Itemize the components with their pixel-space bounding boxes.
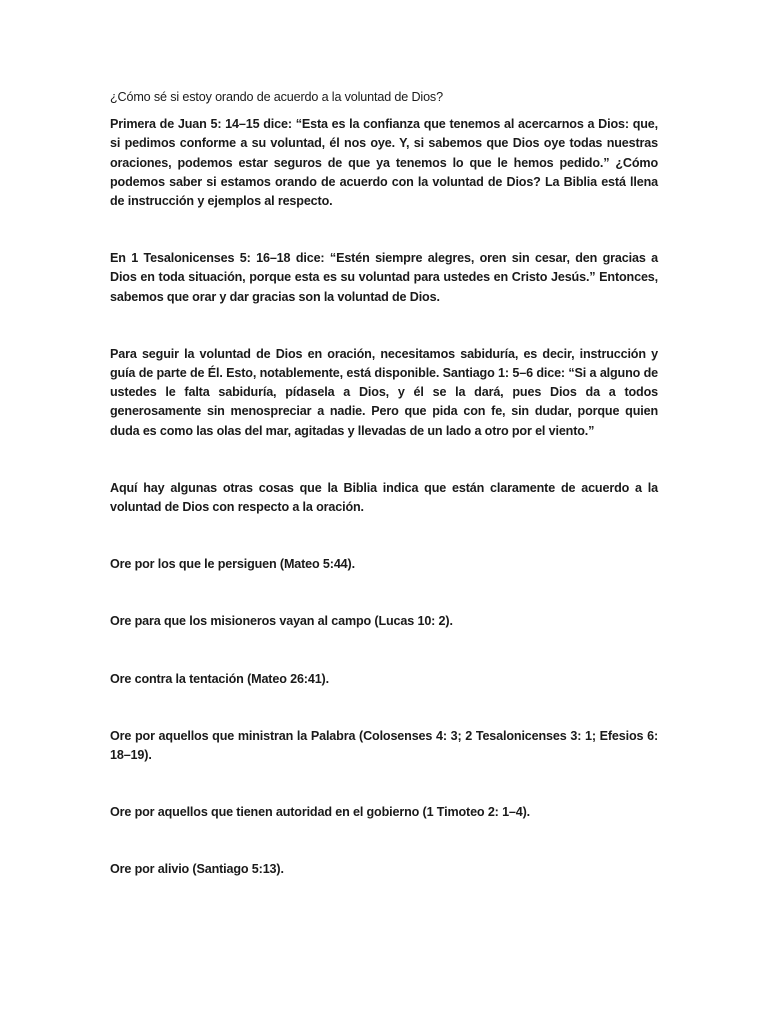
document-body — [110, 88, 658, 880]
list-item: Ore por aquellos que ministran la Palabra (Colosenses 4: 3; 2 Tesalonicenses 3: 1; Efesios 6: 18–19). — [110, 728, 658, 763]
paragraph-list-intro: Aquí hay algunas otras cosas que la Biblia indica que están claramente de acuerdo a la voluntad de Dios con respecto a la oración. — [110, 480, 658, 515]
list-item: Ore por los que le persiguen (Mateo 5:44). — [110, 557, 355, 572]
paragraph-tesalonicenses: En 1 Tesalonicenses 5: 16–18 dice: “Estén siempre alegres, oren sin cesar, den gracias a Dios en toda situación, porque esta es su voluntad para ustedes en Cristo Jesús.” Entonces, sabemos que orar y dar gracias son la voluntad de Dios. — [110, 251, 658, 304]
list-item: Ore para que los misioneros vayan al campo (Lucas 10: 2). — [110, 614, 453, 629]
list-item: Ore contra la tentación (Mateo 26:41). — [110, 671, 329, 686]
list-item: Ore por aquellos que tienen autoridad en el gobierno (1 Timoteo 2: 1–4). — [110, 805, 531, 820]
paragraph-santiago: Para seguir la voluntad de Dios en oración, necesitamos sabiduría, es decir, instrucción y guía de parte de Él. Esto, notablemente, está disponible. Santiago 1: 5–6 dice: “Si a alguno de ustedes le falta sabiduría, pídasela a Dios, y él se la dará, pues Dios da a todos generosamente sin menospreciar a nadie. Pero que pida con fe, sin dudar, porque quien duda es como las olas del mar, agitadas y llevadas de un lado a otro por el viento.” — [110, 346, 658, 438]
document-title: ¿Cómo sé si estoy orando de acuerdo a la voluntad de Dios? — [110, 90, 443, 104]
list-item: Ore por alivio (Santiago 5:13). — [110, 862, 284, 877]
paragraph-intro: Primera de Juan 5: 14–15 dice: “Esta es la confianza que tenemos al acercarnos a Dios: que, si pedimos conforme a su voluntad, él nos oye. Y, si sabemos que Dios oye todas nuestras oraciones, podemos estar seguros de que ya tenemos lo que le hemos pedido.” ¿Cómo podemos saber si estamos orando de acuerdo con la voluntad de Dios? La Biblia está llena de instrucción y ejemplos al respecto. — [110, 117, 658, 209]
